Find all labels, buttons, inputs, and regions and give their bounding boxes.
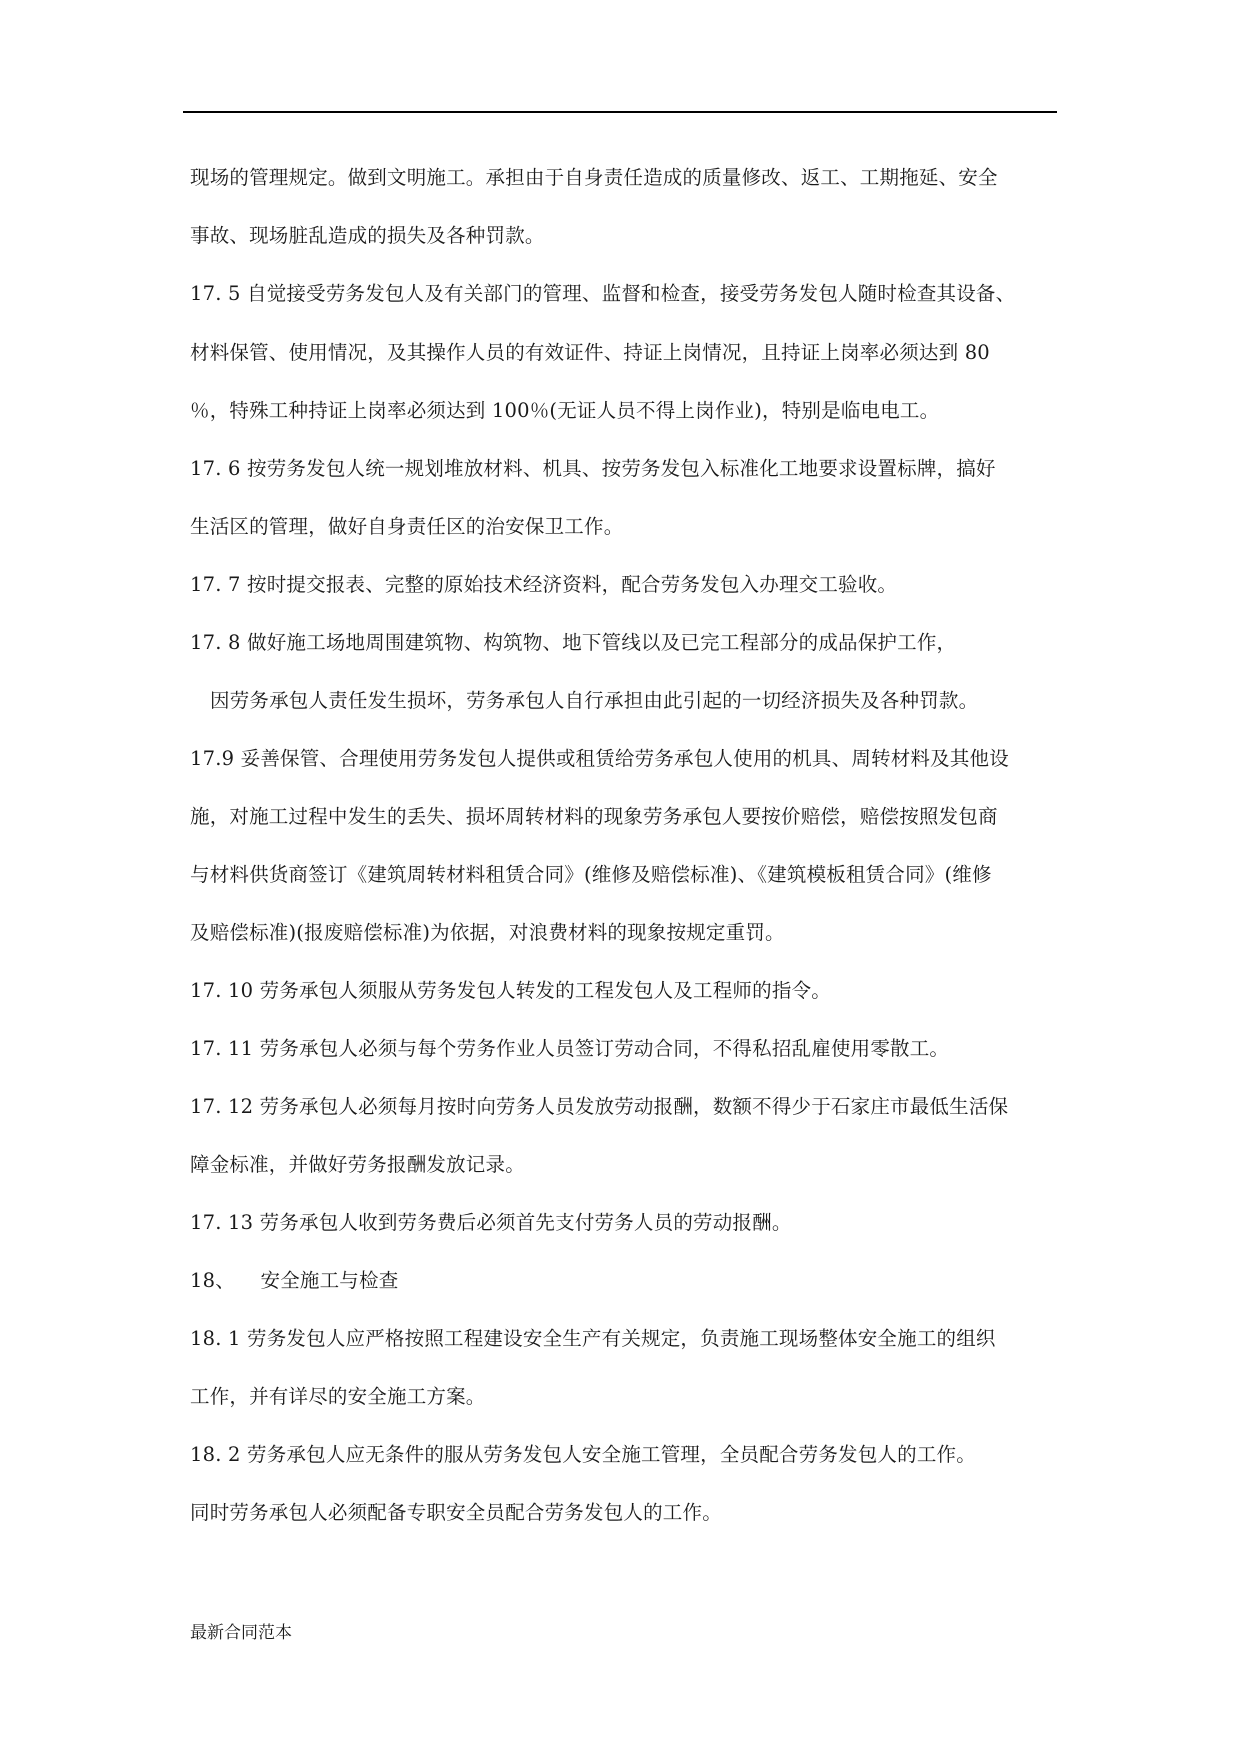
text-line: 17. 6 按劳务发包人统一规划堆放材料、机具、按劳务发包入标准化工地要求设置标牌，搞好: [190, 457, 996, 480]
text-line: 17. 10 劳务承包人须服从劳务发包人转发的工程发包人及工程师的指令。: [190, 979, 831, 1002]
text-line: 17.9 妥善保管、合理使用劳务发包人提供或租赁给劳务承包人使用的机具、周转材料及其他设: [190, 747, 1009, 770]
text-line: 17. 11 劳务承包人必须与每个劳务作业人员签订劳动合同，不得私招乱雇使用零散工。: [190, 1037, 950, 1060]
text-line: 生活区的管理，做好自身责任区的治安保卫工作。: [190, 515, 624, 538]
header-rule: [183, 111, 1057, 113]
text-line: 工作，并有详尽的安全施工方案。: [190, 1385, 486, 1408]
text-line: 现场的管理规定。做到文明施工。承担由于自身责任造成的质量修改、返工、工期拖延、安全: [190, 166, 998, 189]
text-line: 事故、现场脏乱造成的损失及各种罚款。: [190, 224, 545, 247]
text-line: 17. 5 自觉接受劳务发包人及有关部门的管理、监督和检查，接受劳务发包人随时检查其设备、: [190, 282, 1016, 305]
text-line: ％，特殊工种持证上岗率必须达到 100％(无证人员不得上岗作业)，特别是临电电工。: [190, 399, 940, 422]
text-line: 17. 13 劳务承包人收到劳务费后必须首先支付劳务人员的劳动报酬。: [190, 1211, 792, 1234]
text-line: 18. 2 劳务承包人应无条件的服从劳务发包人安全施工管理，全员配合劳务发包人的工作。: [190, 1443, 976, 1466]
section-heading: 18、 安全施工与检查: [190, 1269, 399, 1292]
text-line: 同时劳务承包人必须配备专职安全员配合劳务发包人的工作。: [190, 1501, 722, 1524]
text-line: 材料保管、使用情况，及其操作人员的有效证件、持证上岗情况，且持证上岗率必须达到 80: [190, 341, 990, 364]
text-line: 因劳务承包人责任发生损坏，劳务承包人自行承担由此引起的一切经济损失及各种罚款。: [210, 689, 979, 712]
text-line: 17. 8 做好施工场地周围建筑物、构筑物、地下管线以及已完工程部分的成品保护工作，: [190, 631, 957, 654]
text-line: 施，对施工过程中发生的丢失、损坏周转材料的现象劳务承包人要按价赔偿，赔偿按照发包商: [190, 805, 998, 828]
text-line: 障金标准，并做好劳务报酬发放记录。: [190, 1153, 525, 1176]
page-footer: 最新合同范本: [190, 1623, 292, 1643]
text-line: 与材料供货商签订《建筑周转材料租赁合同》(维修及赔偿标准)、《建筑模板租赁合同》(维修: [190, 863, 992, 886]
text-line: 17. 7 按时提交报表、完整的原始技术经济资料，配合劳务发包入办理交工验收。: [190, 573, 898, 596]
text-line: 18. 1 劳务发包人应严格按照工程建设安全生产有关规定，负责施工现场整体安全施工的组织: [190, 1327, 996, 1350]
text-line: 17. 12 劳务承包人必须每月按时向劳务人员发放劳动报酬，数额不得少于石家庄市最低生活保: [190, 1095, 1009, 1118]
text-line: 及赔偿标准)(报废赔偿标准)为依据，对浪费材料的现象按规定重罚。: [190, 921, 785, 944]
